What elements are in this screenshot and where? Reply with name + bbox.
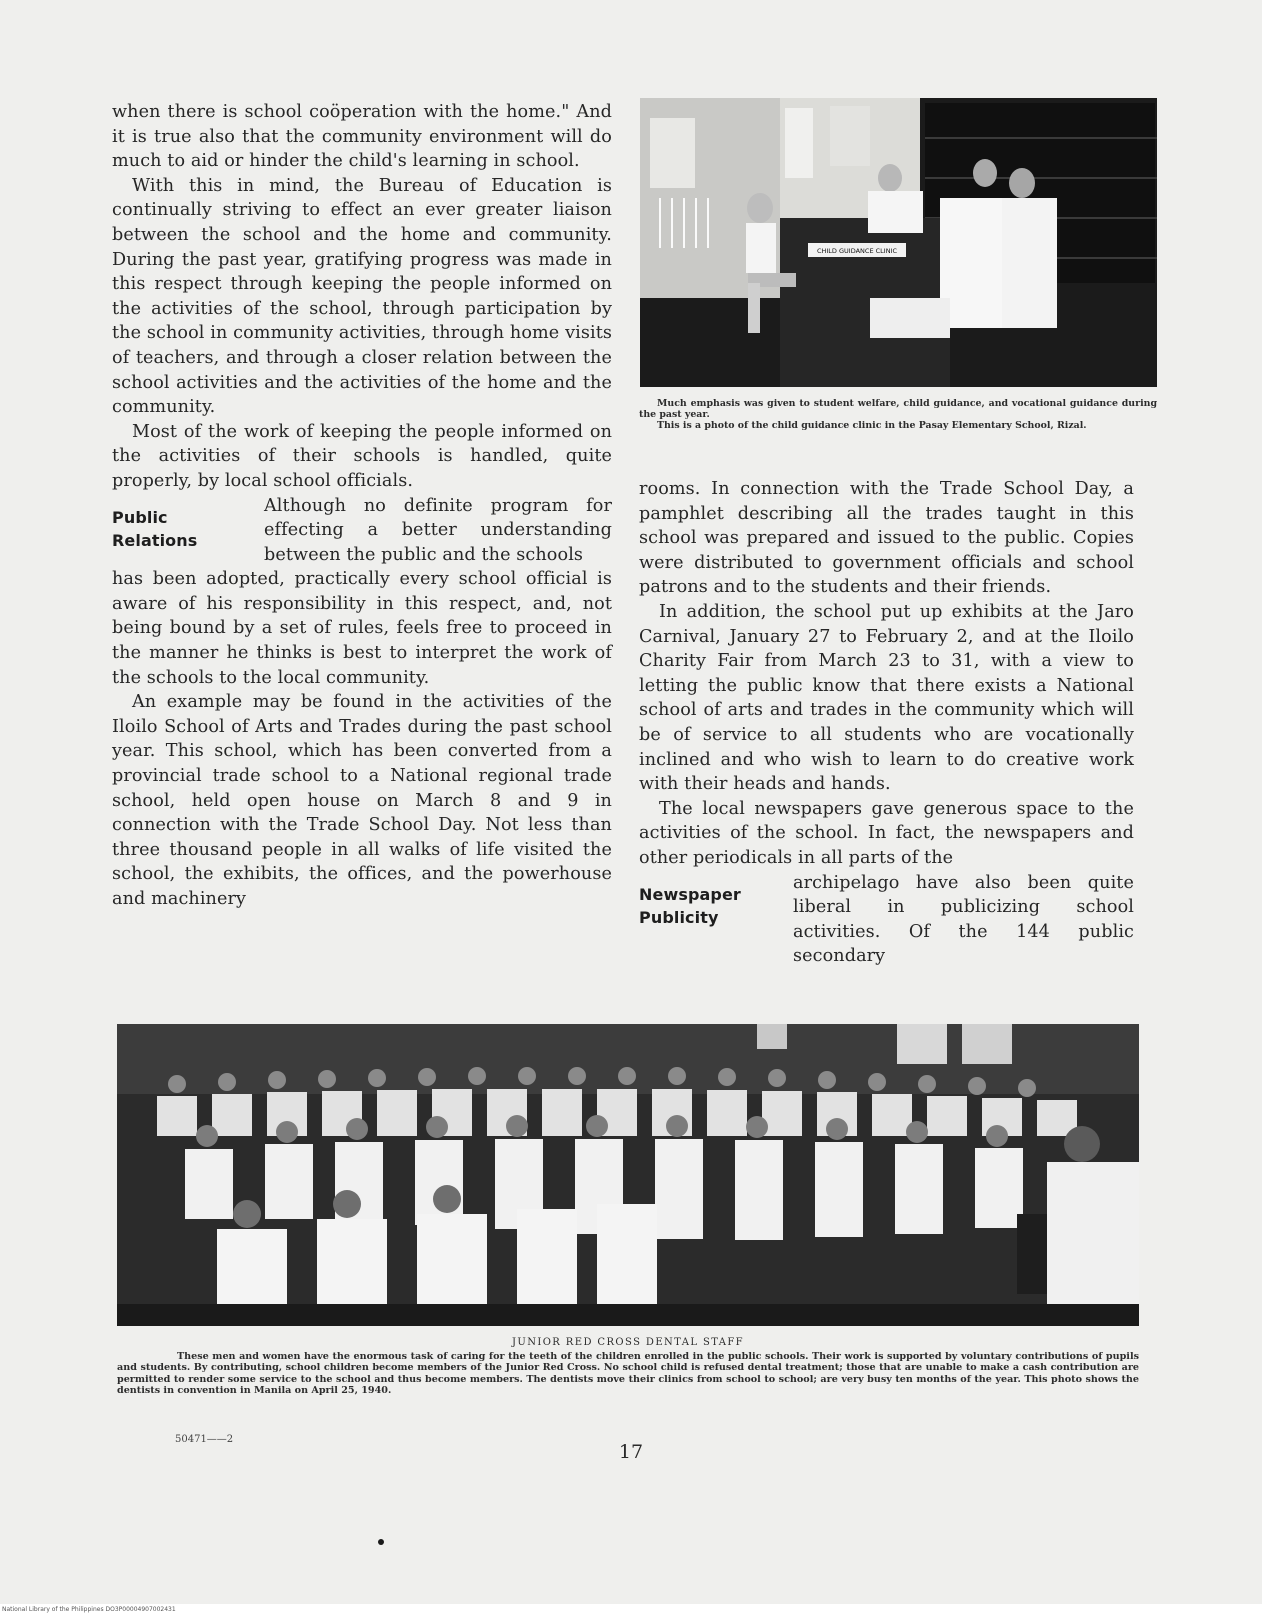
left-paragraph-3: Most of the work of keeping the people informed on the activities of their schools is handled, quite properly, by local school officials. [112, 421, 612, 491]
sidehead-adjacent-text: archipelago have also been quite liberal in publicizing school activities. Of the 144 public secondary [793, 872, 1134, 967]
ink-spot [378, 1539, 384, 1545]
sidehead-line: Relations [112, 530, 198, 550]
right-paragraph-1: rooms. In connection with the Trade School Day, a pamphlet describing all the trades taught in this school was prepared and issued to the public. Copies were distributed to government officials and school patrons and to the students and their friends. [639, 479, 1134, 598]
left-paragraph-2: With this in mind, the Bureau of Education is continually striving to effect an ever greater liaison between the school and the home and community. During the past year, gratifying progress was made in this respect through keeping the people informed on the activities of the school, through participation by the school in community activities, through home visits of teachers, and through a closer relation between the school activities and the activities of the home and the community. [112, 175, 612, 418]
clinic-sign-text: CHILD GUIDANCE CLINIC [816, 247, 898, 255]
dental-photo-caption-title: JUNIOR RED CROSS DENTAL STAFF [511, 1337, 745, 1348]
clinic-photo-image [640, 98, 1157, 387]
library-footer-text: National Library of the Philippines DO3P00004907002431 [2, 1606, 176, 1613]
left-paragraph-4-continued: has been adopted, practically every school official is aware of his responsibility in this respect, and, not being bound by a set of rules, feels free to proceed in the manner he thinks is best to interpret the work of the schools to the local community. [112, 569, 612, 688]
print-code: 50471——2 [175, 1434, 234, 1445]
left-paragraph-1: when there is school coöperation with the home." And it is true also that the community environment will do much to aid or hinder the child's learning in school. [112, 102, 612, 172]
right-paragraph-3: The local newspapers gave generous space to the activities of the school. In fact, the newspapers and other periodicals in all parts of the [639, 798, 1134, 868]
sidehead-line: Newspaper [639, 884, 741, 904]
sidehead-adjacent-text: Although no definite program for effecting a better understanding between the public and the schools [264, 495, 612, 565]
public-relations-block [112, 494, 612, 568]
clinic-caption-line-2: This is a photo of the child guidance clinic in the Pasay Elementary School, Rizal. [657, 420, 1087, 431]
child-guidance-clinic-photo [640, 98, 1157, 387]
clinic-caption-line-1: Much emphasis was given to student welfare, child guidance, and vocational guidance during the past year. [639, 398, 1157, 420]
right-text-column [639, 477, 1134, 969]
clinic-photo-caption [639, 398, 1157, 431]
sidehead-public-relations [112, 506, 264, 552]
dental-photo-caption-body: These men and women have the enormous task of caring for the teeth of the children enrolled in the public schools. Their work is supported by voluntary contributions of pupils and students. By contributing, school children become members of the Junior Red Cross. No school child is refused dental treatment; those that are unable to make a cash contribution are permitted to render some service to the school and thus become members. The dentists move their clinics from school to school; are very busy ten months of the year. This photo shows the dentists in convention in Manila on April 25, 1940. [117, 1351, 1139, 1397]
sidehead-newspaper-publicity [639, 883, 793, 929]
dental-staff-photo-image [117, 1024, 1139, 1326]
newspaper-publicity-block [639, 871, 1134, 969]
dental-staff-photo [117, 1024, 1139, 1326]
left-text-column [112, 100, 612, 912]
right-paragraph-2: In addition, the school put up exhibits at the Jaro Carnival, January 27 to February 2, and at the Iloilo Charity Fair from March 23 to 31, with a view to letting the public know that there exists a National school of arts and trades in the community which will be of service to all students who are vocationally inclined and who wish to learn to do creative work with their heads and hands. [639, 601, 1134, 795]
sidehead-line: Publicity [639, 907, 719, 927]
left-paragraph-5: An example may be found in the activities of the Iloilo School of Arts and Trades during the past school year. This school, which has been converted from a provincial trade school to a National regional trade school, held open house on March 8 and 9 in connection with the Trade School Day. Not less than three thousand people in all walks of life visited the school, the exhibits, the offices, and the powerhouse and machinery [112, 692, 612, 909]
footer-bar [0, 1604, 1262, 1617]
page-number: 17 [618, 1441, 644, 1463]
sidehead-line: Public [112, 507, 168, 527]
